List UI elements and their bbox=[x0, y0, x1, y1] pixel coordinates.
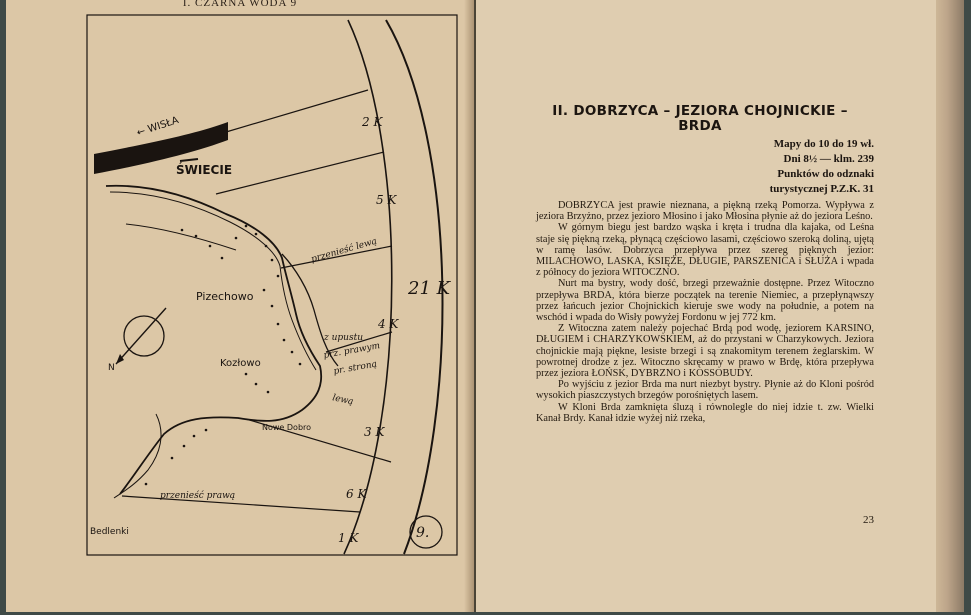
running-head: I. CZARNA WODA 9 bbox=[182, 0, 298, 9]
map-frame bbox=[87, 15, 457, 555]
map-number: 9. bbox=[416, 525, 430, 541]
route-meta bbox=[734, 137, 874, 197]
km-marker-4: 4 K bbox=[378, 317, 399, 331]
river-course-2 bbox=[110, 192, 316, 370]
paragraph: Po wyjściu z jezior Brda ma nurt niezbyt bystry. Płynie aż do Kloni pośród wysokich piaszczystych brzegów porośniętych lasem. bbox=[536, 379, 874, 402]
stream bbox=[114, 414, 161, 498]
note-prz-prawym: prz. prawym bbox=[322, 341, 381, 361]
note-lewa: lewą bbox=[331, 393, 355, 408]
paragraph: DOBRZYCA jest prawie nieznana, a piękną rzeką Pomorza. Wypływa z jeziora Brzyżno, przez jezioro Młosino i jako Młosina płynie aż do jeziora Leśno. bbox=[536, 200, 874, 223]
km-marker-3: 3 K bbox=[364, 425, 385, 439]
total-km: 21 K bbox=[408, 278, 451, 299]
note-przenies-lewa: przenieść lewą bbox=[310, 236, 379, 265]
km-arc-inner bbox=[344, 20, 392, 554]
km-line bbox=[226, 90, 368, 132]
paragraph: W Kloni Brda zamknięta śluzą i równolegle do niej idzie t. zw. Wielki Kanał Brdy. Kanał idzie wyżej niż rzeka, bbox=[536, 401, 874, 424]
page-edge bbox=[936, 0, 964, 612]
label-bedlenki: Bedlenki bbox=[90, 527, 129, 537]
label-pizechowo: Pizechowo bbox=[196, 290, 254, 303]
meta-line: Punktów do odznaki bbox=[777, 168, 874, 180]
note-pr-strona: pr. stroną bbox=[332, 359, 378, 377]
km-marker-6: 6 K bbox=[346, 487, 367, 501]
km-marker-5: 5 K bbox=[376, 193, 397, 207]
body-text bbox=[536, 200, 874, 424]
paragraph: Nurt ma bystry, wody dość, brzegi przeważnie dostępne. Przez Witoczno przepływa BRDA, która bierze początek na terenie Niemiec, a przepłynąwszy przez łańcuch jezior Chojnickich kieruje swe wody na południe, a potem na wschód i wpada do Wisły powyżej Fordonu w jej 772 km. bbox=[536, 278, 874, 324]
left-page bbox=[6, 0, 474, 612]
paragraph: W górnym biegu jest bardzo wąska i kręta i trudna dla kajaka, od Leśna staje się piękną rzeką, płynącą częściowo lasami, częściowo szeroką doliną, ujętą w ramę lasów. Dobrzyca przepływa przez szereg pięknych jezior: MILACHOWO, LASKA, KSIĘŻE, DŁUGIE, PARSZENICA i SŁUŻA i wpada z północy do jeziora WITOCZNO. bbox=[536, 222, 874, 279]
compass-icon bbox=[108, 308, 166, 373]
label-wisla: ← WISŁA bbox=[135, 115, 181, 139]
meta-line: turystycznej P.Z.K. 31 bbox=[769, 183, 874, 195]
note-przenies-prawa: przenieść prawą bbox=[160, 491, 236, 501]
note-z-upustu: z upustu bbox=[324, 333, 363, 343]
page-number: 23 bbox=[863, 514, 874, 526]
meta-line: Dni 8½ — klm. 239 bbox=[783, 153, 874, 165]
book-spread bbox=[6, 0, 964, 612]
km-marker-2: 2 K bbox=[362, 115, 383, 129]
route-map bbox=[86, 14, 458, 557]
meta-line: Mapy do 10 do 19 wł. bbox=[773, 138, 874, 150]
label-nowe-dobro: Nowe Dobro bbox=[262, 423, 312, 432]
km-line bbox=[122, 496, 360, 512]
svg-text:N: N bbox=[108, 363, 115, 373]
label-swiecie: ŚWIECIE bbox=[176, 163, 233, 177]
km-line bbox=[216, 152, 384, 194]
chapter-title: II. DOBRZYCA – JEZIORA CHOJNICKIE – BRDA bbox=[552, 103, 848, 134]
terrain-hatching bbox=[145, 225, 302, 486]
paragraph: Z Witoczna zatem należy pojechać Brdą pod wodę, jeziorem KARSINO, DŁUGIEM i CHARZYKOWSKIEM, aż do przystani w Charzykowych. Jeziora chojnickie mają piękne, lesiste brzegi i są znakomitym terenem żeglarskim. W powrotnej drodze z jez. Witoczno skręcamy w prawo w Brdę, która przepływa przez jeziora ŁOŃSK, DYBRZNO i KOSSOBUDY. bbox=[536, 323, 874, 380]
label-kozlowo: Kozłowo bbox=[220, 358, 261, 369]
km-marker-1: 1 K bbox=[338, 531, 359, 545]
canal bbox=[126, 224, 236, 250]
